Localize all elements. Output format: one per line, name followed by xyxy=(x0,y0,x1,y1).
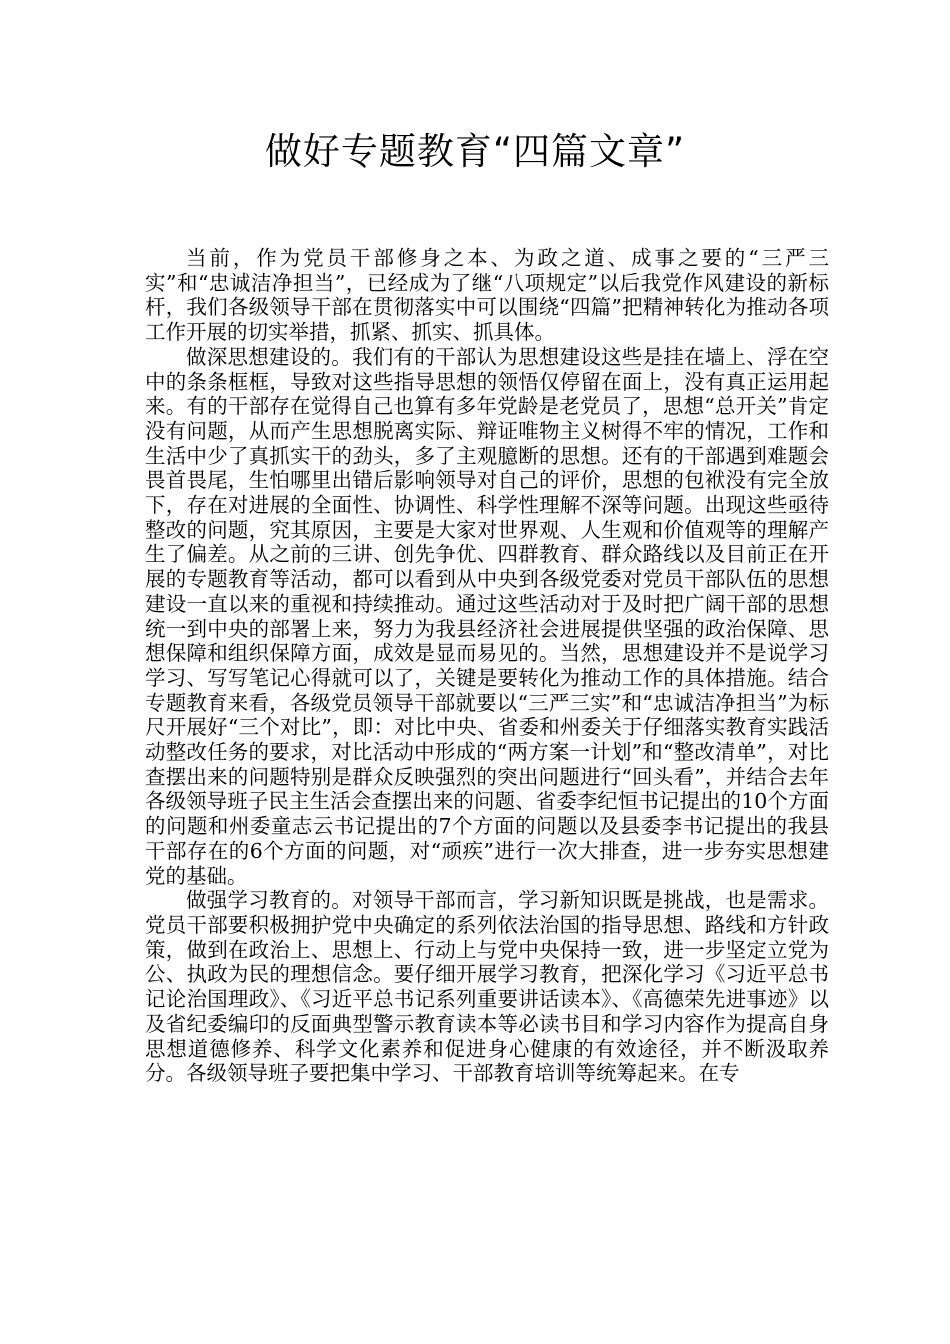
paragraph-intro: 当前，作为党员干部修身之本、为政之道、成事之要的“三严三实”和“忠诚洁净担当”，已经成为了继“八项规定”以后我党作风建设的新标杆，我们各级领导干部在贯彻落实中可以围绕“四篇”把精神转化为推动各项工作开展的切实举措，抓紧、抓实、抓具体。 xyxy=(145,246,829,345)
document-body xyxy=(145,246,829,1086)
document-title: 做好专题教育“四篇文章” xyxy=(264,130,686,173)
paragraph-study-education: 做强学习教育的。对领导干部而言，学习新知识既是挑战，也是需求。党员干部要积极拥护党中央确定的系列依法治国的指导思想、路线和方针政策，做到在政治上、思想上、行动上与党中央保持一致，进一步坚定立党为公、执政为民的理想信念。要仔细开展学习教育，把深化学习《习近平总书记论治国理政》、《习近平总书记系列重要讲话读本》、《高德荣先进事迹》以及省纪委编印的反面典型警示教育读本等必读书目和学习内容作为提高自身思想道德修养、科学文化素养和促进身心健康的有效途径，并不断汲取养分。各级领导班子要把集中学习、干部教育培训等统筹起来。在专 xyxy=(145,888,829,1086)
paragraph-thought-building: 做深思想建设的。我们有的干部认为思想建设这些是挂在墙上、浮在空中的条条框框，导致对这些指导思想的领悟仅停留在面上，没有真正运用起来。有的干部存在觉得自己也算有多年党龄是老党员了，思想“总开关”肯定没有问题，从而产生思想脱离实际、辩证唯物主义树得不牢的情况，工作和生活中少了真抓实干的劲头，多了主观臆断的思想。还有的干部遇到难题会畏首畏尾，生怕哪里出错后影响领导对自己的评价，思想的包袱没有完全放下，存在对进展的全面性、协调性、科学性理解不深等问题。出现这些亟待整改的问题，究其原因，主要是大家对世界观、人生观和价值观等的理解产生了偏差。从之前的三讲、创先争优、四群教育、群众路线以及目前正在开展的专题教育等活动，都可以看到从中央到各级党委对党员干部队伍的思想建设一直以来的重视和持续推动。通过这些活动对于及时把广阔干部的思想统一到中央的部署上来，努力为我县经济社会进展提供坚强的政治保障、思想保障和组织保障方面，成效是显而易见的。当然，思想建设并不是说学习学习、写写笔记心得就可以了，关键是要转化为推动工作的具体措施。结合专题教育来看，各级党员领导干部就要以“三严三实”和“忠诚洁净担当”为标尺开展好“三个对比”，即：对比中央、省委和州委关于仔细落实教育实践活动整改任务的要求，对比活动中形成的“两方案一计划”和“整改清单”，对比查摆出来的问题特别是群众反映强烈的突出问题进行“回头看”，并结合去年各级领导班子民主生活会查摆出来的问题、省委李纪恒书记提出的10个方面的问题和州委童志云书记提出的7个方面的问题以及县委李书记提出的我县干部存在的6个方面的问题，对“顽疾”进行一次大排查，进一步夯实思想建党的基础。 xyxy=(145,344,829,888)
